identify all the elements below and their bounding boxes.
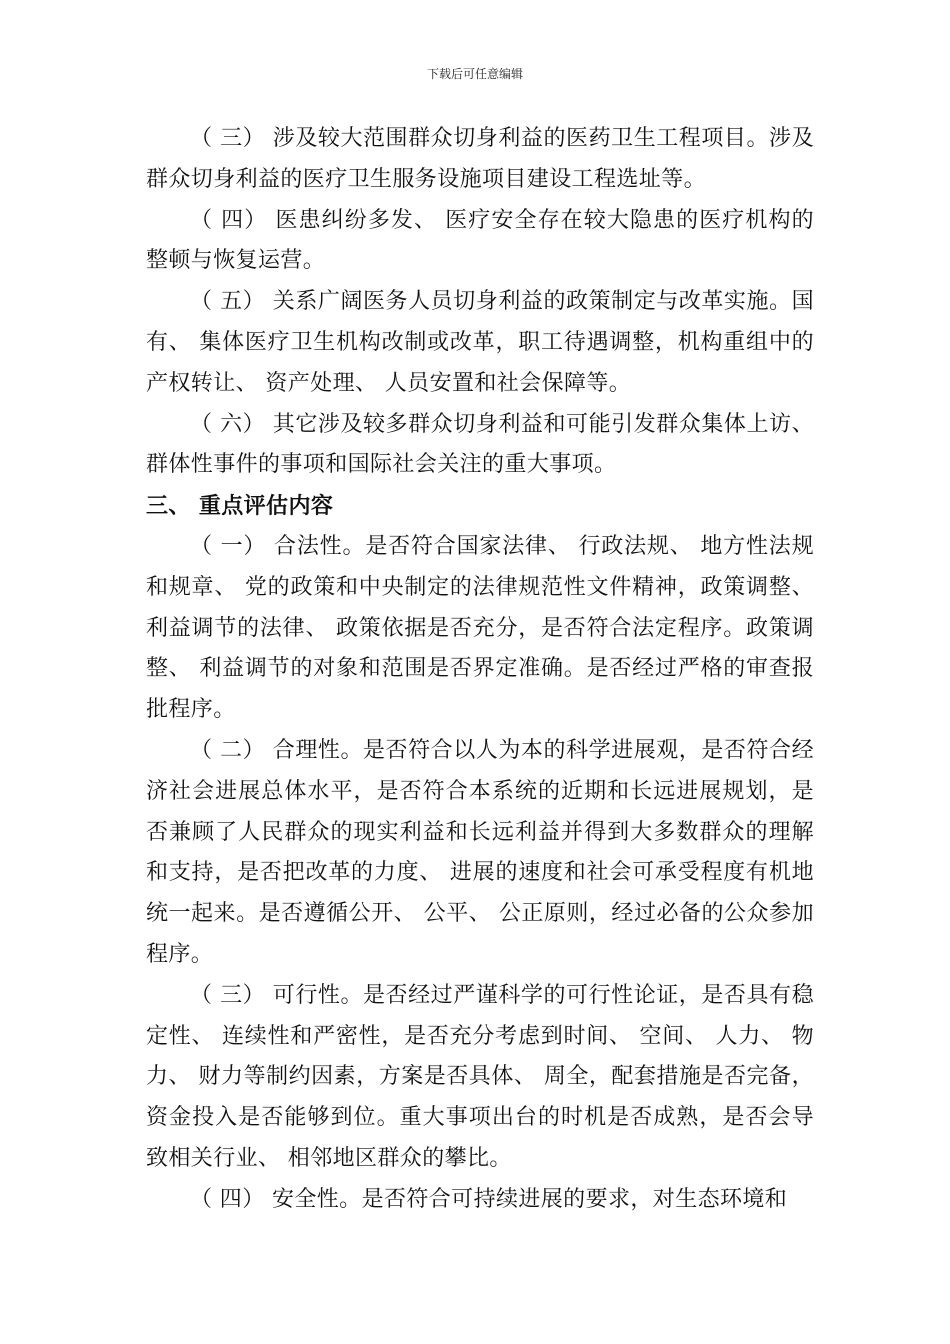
paragraph-item-5: （ 五） 关系广阔医务人员切身利益的政策制定与改革实施。国有、 集体医疗卫生机构改制或改革，职工待遇调整，机构重组中的产权转让、 资产处理、 人员安置和社会保障等。 xyxy=(146,289,814,396)
paragraph-legality: （ 一） 合法性。是否符合国家法律、 行政法规、 地方性法规和规章、 党的政策和中央制定的法律规范性文件精神，政策调整、 利益调节的法律、 政策依据是否充分，是否符合法定程序。政策调整、 利益调节的对象和范围是否界定准确。是否经过严格的审查报批程序。 xyxy=(146,533,814,723)
paragraph-safety: （ 四） 安全性。是否符合可持续进展的要求，对生态环境和 xyxy=(190,1186,788,1212)
paragraph-item-3: （ 三） 涉及较大范围群众切身利益的医药卫生工程项目。涉及群众切身利益的医疗卫生服务设施项目建设工程选址等。 xyxy=(146,126,814,192)
page-header: 下载后可任意编辑 xyxy=(426,67,523,81)
paragraph-item-4: （ 四） 医患纠纷多发、 医疗安全存在较大隐患的医疗机构的整顿与恢复运营。 xyxy=(146,207,814,274)
paragraph-rationality: （ 二） 合理性。是否符合以人为本的科学进展观，是否符合经济社会进展总体水平，是否符合本系统的近期和长远进展规划，是否兼顾了人民群众的现实利益和长远利益并得到大多数群众的理解和支持，是否把改革的力度、 进展的速度和社会可承受程度有机地统一起来。是否遵循公开、 公平、 公正原则，经过必备的公众参加程序。 xyxy=(146,737,814,967)
document-body xyxy=(146,119,814,1221)
paragraph-feasibility: （ 三） 可行性。是否经过严谨科学的可行性论证，是否具有稳定性、 连续性和严密性，是否充分考虑到时间、 空间、 人力、 物力、 财力等制约因素，方案是否具体、 周全，配套措施是否完备，资金投入是否能够到位。重大事项出台的时机是否成熟，是否会导致相关行业、 相邻地区群众的攀比。 xyxy=(146,982,814,1171)
paragraph-item-6: （ 六） 其它涉及较多群众切身利益和可能引发群众集体上访、 群体性事件的事项和国际社会关注的重大事项。 xyxy=(146,411,814,478)
section-heading: 三、 重点评估内容 xyxy=(146,493,334,520)
